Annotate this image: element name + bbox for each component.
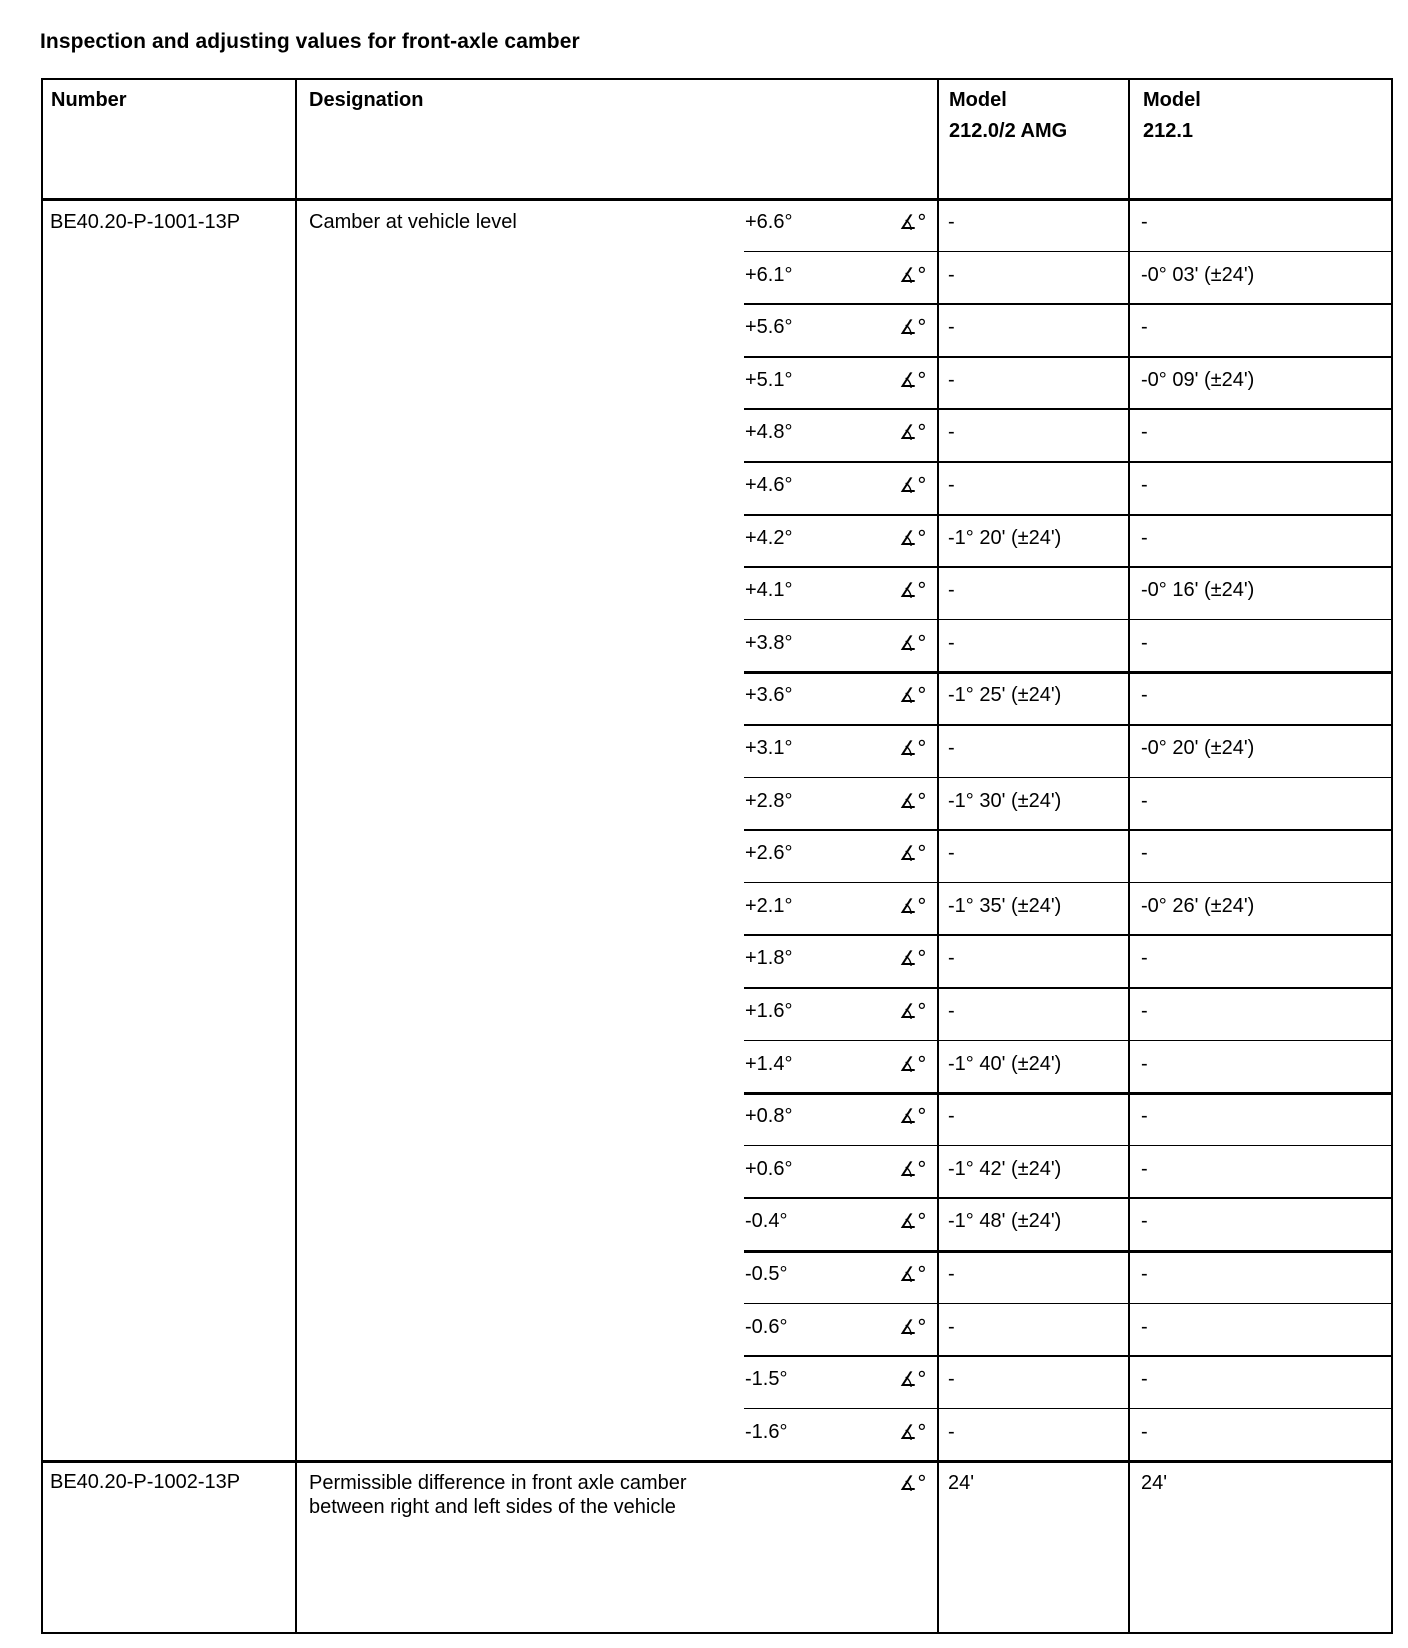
- vehicle-level: +3.6°: [745, 684, 793, 707]
- vehicle-level: +4.2°: [745, 526, 793, 549]
- vehicle-level: -0.4°: [745, 1210, 788, 1233]
- angle-degree-icon: ∡°: [899, 578, 927, 603]
- vehicle-level: +1.6°: [745, 1000, 793, 1022]
- row-divider: [744, 724, 1393, 726]
- vehicle-level: +0.6°: [745, 1157, 793, 1180]
- vehicle-level: +5.6°: [745, 316, 793, 339]
- header-designation: Designation: [309, 89, 424, 111]
- row-divider: [41, 1460, 1393, 1463]
- angle-degree-icon: ∡°: [899, 1104, 927, 1129]
- row-divider: [744, 1303, 1393, 1305]
- value-model-a: -: [948, 263, 955, 286]
- angle-degree-icon: ∡°: [899, 841, 927, 866]
- vehicle-level: +4.1°: [745, 579, 793, 602]
- row-divider: [744, 619, 1393, 621]
- vehicle-level: -1.5°: [745, 1368, 788, 1391]
- row-divider: [744, 303, 1393, 305]
- vehicle-level: +5.1°: [745, 368, 793, 391]
- angle-degree-icon: ∡°: [899, 1156, 927, 1181]
- value-model-a: -1° 40' (±24'): [948, 1052, 1062, 1075]
- angle-degree-icon: ∡°: [899, 1419, 927, 1444]
- value-model-b: -: [1141, 1157, 1148, 1180]
- value-model-b: 24': [1141, 1472, 1168, 1494]
- angle-degree-icon: ∡°: [899, 1262, 927, 1286]
- row-divider: [41, 198, 1393, 201]
- value-model-b: -: [1141, 947, 1148, 970]
- row-divider: [744, 829, 1393, 831]
- value-model-a: -: [948, 368, 955, 391]
- value-model-b: -: [1141, 842, 1148, 865]
- row-divider: [744, 1408, 1393, 1410]
- value-model-b: -0° 16' (±24'): [1141, 579, 1255, 602]
- row-divider: [744, 356, 1393, 359]
- row-divider: [744, 251, 1393, 253]
- vehicle-level: +6.1°: [745, 263, 793, 286]
- vehicle-level: +2.8°: [745, 789, 793, 812]
- row-divider: [744, 934, 1393, 936]
- header-model-a-label: Model: [949, 89, 1007, 111]
- value-model-b: -: [1141, 1210, 1148, 1233]
- value-model-a: -1° 48' (±24'): [948, 1210, 1062, 1233]
- vehicle-level: +4.8°: [745, 421, 793, 444]
- angle-degree-icon: ∡°: [899, 788, 927, 813]
- value-model-a: 24': [948, 1472, 975, 1494]
- value-model-a: -: [948, 579, 955, 602]
- value-model-a: -: [948, 842, 955, 865]
- angle-degree-icon: ∡°: [899, 683, 927, 708]
- row-divider: [744, 1197, 1393, 1199]
- angle-degree-icon: ∡°: [899, 1051, 927, 1076]
- angle-degree-icon: ∡°: [899, 210, 927, 234]
- value-model-a: -1° 30' (±24'): [948, 789, 1062, 812]
- page-title: Inspection and adjusting values for front-axle camber: [40, 30, 580, 53]
- vehicle-level: +2.6°: [745, 842, 793, 865]
- value-model-a: -1° 25' (±24'): [948, 684, 1062, 707]
- vehicle-level: +1.4°: [745, 1052, 793, 1075]
- value-model-a: -: [948, 631, 955, 654]
- angle-degree-icon: ∡°: [899, 1471, 927, 1495]
- row-divider: [744, 408, 1393, 410]
- value-model-a: -: [948, 1315, 955, 1338]
- value-model-a: -: [948, 1000, 955, 1022]
- angle-degree-icon: ∡°: [899, 262, 927, 287]
- value-model-b: -0° 20' (±24'): [1141, 737, 1255, 759]
- angle-degree-icon: ∡°: [899, 420, 927, 445]
- value-model-b: -: [1141, 474, 1148, 496]
- header-number: Number: [51, 89, 127, 111]
- vehicle-level: +3.1°: [745, 737, 793, 759]
- value-model-b: -: [1141, 421, 1148, 444]
- row-designation: Camber at vehicle level: [309, 211, 517, 233]
- value-model-a: -1° 20' (±24'): [948, 526, 1062, 549]
- angle-degree-icon: ∡°: [899, 630, 927, 655]
- value-model-b: -: [1141, 211, 1148, 233]
- value-model-a: -: [948, 421, 955, 444]
- value-model-a: -: [948, 737, 955, 759]
- value-model-b: -: [1141, 789, 1148, 812]
- value-model-b: -0° 26' (±24'): [1141, 894, 1255, 917]
- value-model-b: -: [1141, 1105, 1148, 1128]
- camber-table: [41, 78, 1393, 1634]
- row-number: BE40.20-P-1002-13P: [50, 1471, 241, 1493]
- vehicle-level: -0.6°: [745, 1315, 788, 1338]
- value-model-b: -: [1141, 1368, 1148, 1391]
- angle-degree-icon: ∡°: [899, 473, 927, 497]
- row-divider: [744, 777, 1393, 779]
- value-model-a: -: [948, 1368, 955, 1391]
- value-model-b: -: [1141, 316, 1148, 339]
- column-divider: [295, 78, 297, 1634]
- vehicle-level: +0.8°: [745, 1105, 793, 1128]
- vehicle-level: +4.6°: [745, 474, 793, 496]
- header-model-a-value: 212.0/2 AMG: [949, 120, 1068, 142]
- row-divider: [744, 566, 1393, 568]
- value-model-b: -0° 03' (±24'): [1141, 263, 1255, 286]
- vehicle-level: +3.8°: [745, 631, 793, 654]
- row-divider: [744, 1040, 1393, 1042]
- value-model-b: -: [1141, 1052, 1148, 1075]
- row-divider: [744, 987, 1393, 989]
- angle-degree-icon: ∡°: [899, 736, 927, 760]
- value-model-b: -0° 09' (±24'): [1141, 368, 1255, 391]
- row-number: BE40.20-P-1001-13P: [50, 211, 241, 233]
- header-model-b-value: 212.1: [1143, 120, 1194, 142]
- column-divider: [1128, 78, 1130, 1634]
- angle-degree-icon: ∡°: [899, 1314, 927, 1339]
- row-divider: [744, 514, 1393, 517]
- angle-degree-icon: ∡°: [899, 367, 927, 392]
- row-divider: [744, 1355, 1393, 1357]
- value-model-a: -: [948, 1105, 955, 1128]
- value-model-a: -1° 35' (±24'): [948, 894, 1062, 917]
- value-model-a: -: [948, 1420, 955, 1443]
- vehicle-level: +6.6°: [745, 211, 793, 233]
- row-divider: [744, 461, 1393, 463]
- value-model-b: -: [1141, 526, 1148, 549]
- angle-degree-icon: ∡°: [899, 1209, 927, 1234]
- value-model-b: -: [1141, 684, 1148, 707]
- angle-degree-icon: ∡°: [899, 525, 927, 550]
- vehicle-level: +1.8°: [745, 947, 793, 970]
- row-divider: [744, 671, 1393, 674]
- vehicle-level: -1.6°: [745, 1420, 788, 1443]
- angle-degree-icon: ∡°: [899, 1367, 927, 1392]
- row-divider: [744, 1250, 1393, 1253]
- angle-degree-icon: ∡°: [899, 893, 927, 918]
- vehicle-level: +2.1°: [745, 894, 793, 917]
- row-divider: [744, 1092, 1393, 1095]
- value-model-b: -: [1141, 1420, 1148, 1443]
- vehicle-level: -0.5°: [745, 1263, 788, 1285]
- value-model-a: -: [948, 316, 955, 339]
- row-designation-line1: Permissible difference in front axle camber: [309, 1472, 687, 1494]
- value-model-b: -: [1141, 1000, 1148, 1022]
- value-model-a: -1° 42' (±24'): [948, 1157, 1062, 1180]
- value-model-a: -: [948, 211, 955, 233]
- header-model-b-label: Model: [1143, 89, 1201, 111]
- row-designation-line2: between right and left sides of the vehicle: [309, 1496, 676, 1518]
- angle-degree-icon: ∡°: [899, 315, 927, 340]
- column-divider: [937, 78, 939, 1634]
- value-model-b: -: [1141, 1315, 1148, 1338]
- value-model-a: -: [948, 474, 955, 496]
- value-model-b: -: [1141, 631, 1148, 654]
- angle-degree-icon: ∡°: [899, 999, 927, 1023]
- angle-degree-icon: ∡°: [899, 946, 927, 971]
- value-model-a: -: [948, 1263, 955, 1285]
- row-divider: [744, 882, 1393, 884]
- value-model-a: -: [948, 947, 955, 970]
- row-divider: [744, 1145, 1393, 1147]
- value-model-b: -: [1141, 1263, 1148, 1285]
